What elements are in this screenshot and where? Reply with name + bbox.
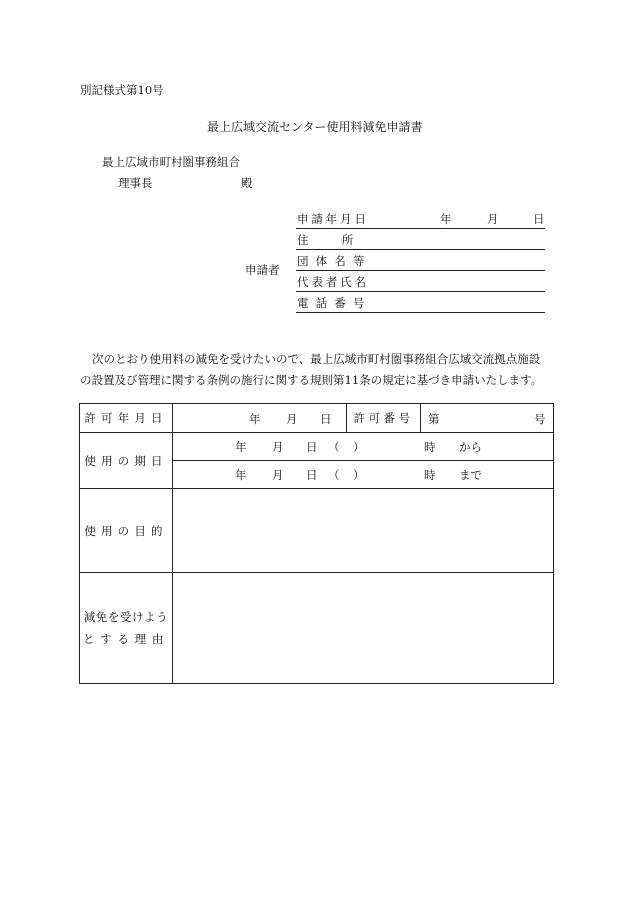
addressee-honorific: 殿 [241,176,253,190]
period-row-from[interactable] [173,433,554,461]
from-hour: 時 [424,440,436,454]
from-suffix: から [459,440,482,454]
date-year: 年 [440,212,452,226]
page-title: 最上広域交流センター使用料減免申請書 [207,120,423,134]
from-year: 年 [235,440,247,454]
to-suffix: まで [459,468,482,482]
period-row-to[interactable] [173,461,554,489]
form-number: 別記様式第10号 [80,83,164,97]
to-year: 年 [235,468,247,482]
permit-day: 日 [320,412,332,426]
permit-date-cell[interactable] [173,404,347,433]
purpose-label: 使用の目的 [80,489,173,573]
field-label: 代表者氏名 [297,275,369,289]
to-month: 月 [272,468,284,482]
from-month: 月 [272,440,284,454]
field-label: 団体名等 [297,254,372,268]
reason-label: 減免を受けよう とする理由 [80,573,173,684]
field-label: 住 所 [297,233,357,247]
field-label: 申請年月日 [297,212,369,226]
to-day: 日 [306,468,318,482]
to-paren-close: ） [353,468,365,482]
period-label: 使用の期日 [80,433,173,489]
permit-number-cell[interactable] [421,404,554,433]
body-text-line1: 次のとおり使用料の減免を受けたいので、最上広域市町村圏事務組合広域交流拠点施設 [92,352,541,366]
permit-year: 年 [249,412,261,426]
to-hour: 時 [424,468,436,482]
addressee-org: 最上広域市町村圏事務組合 [102,155,240,169]
permit-number-suffix: 号 [534,412,546,426]
permit-date-label: 許可年月日 [80,404,173,433]
usage-table [79,403,554,684]
permit-number-prefix: 第 [428,412,440,426]
addressee-role: 理事長 [118,176,153,190]
reason-cell[interactable] [173,573,554,684]
from-paren-close: ） [353,440,365,454]
purpose-cell[interactable] [173,489,554,573]
applicant-label: 申請者 [245,263,280,277]
permit-month: 月 [286,412,298,426]
date-day: 日 [533,212,545,226]
body-text-line2: の設置及び管理に関する条例の施行に関する規則第11条の規定に基づき申請いたします。 [80,373,543,387]
permit-number-label: 許可番号 [347,404,421,433]
field-label: 電話番号 [297,296,372,310]
date-month: 月 [487,212,499,226]
from-day: 日 [306,440,318,454]
from-paren-open: （ [328,440,340,454]
to-paren-open: （ [328,468,340,482]
